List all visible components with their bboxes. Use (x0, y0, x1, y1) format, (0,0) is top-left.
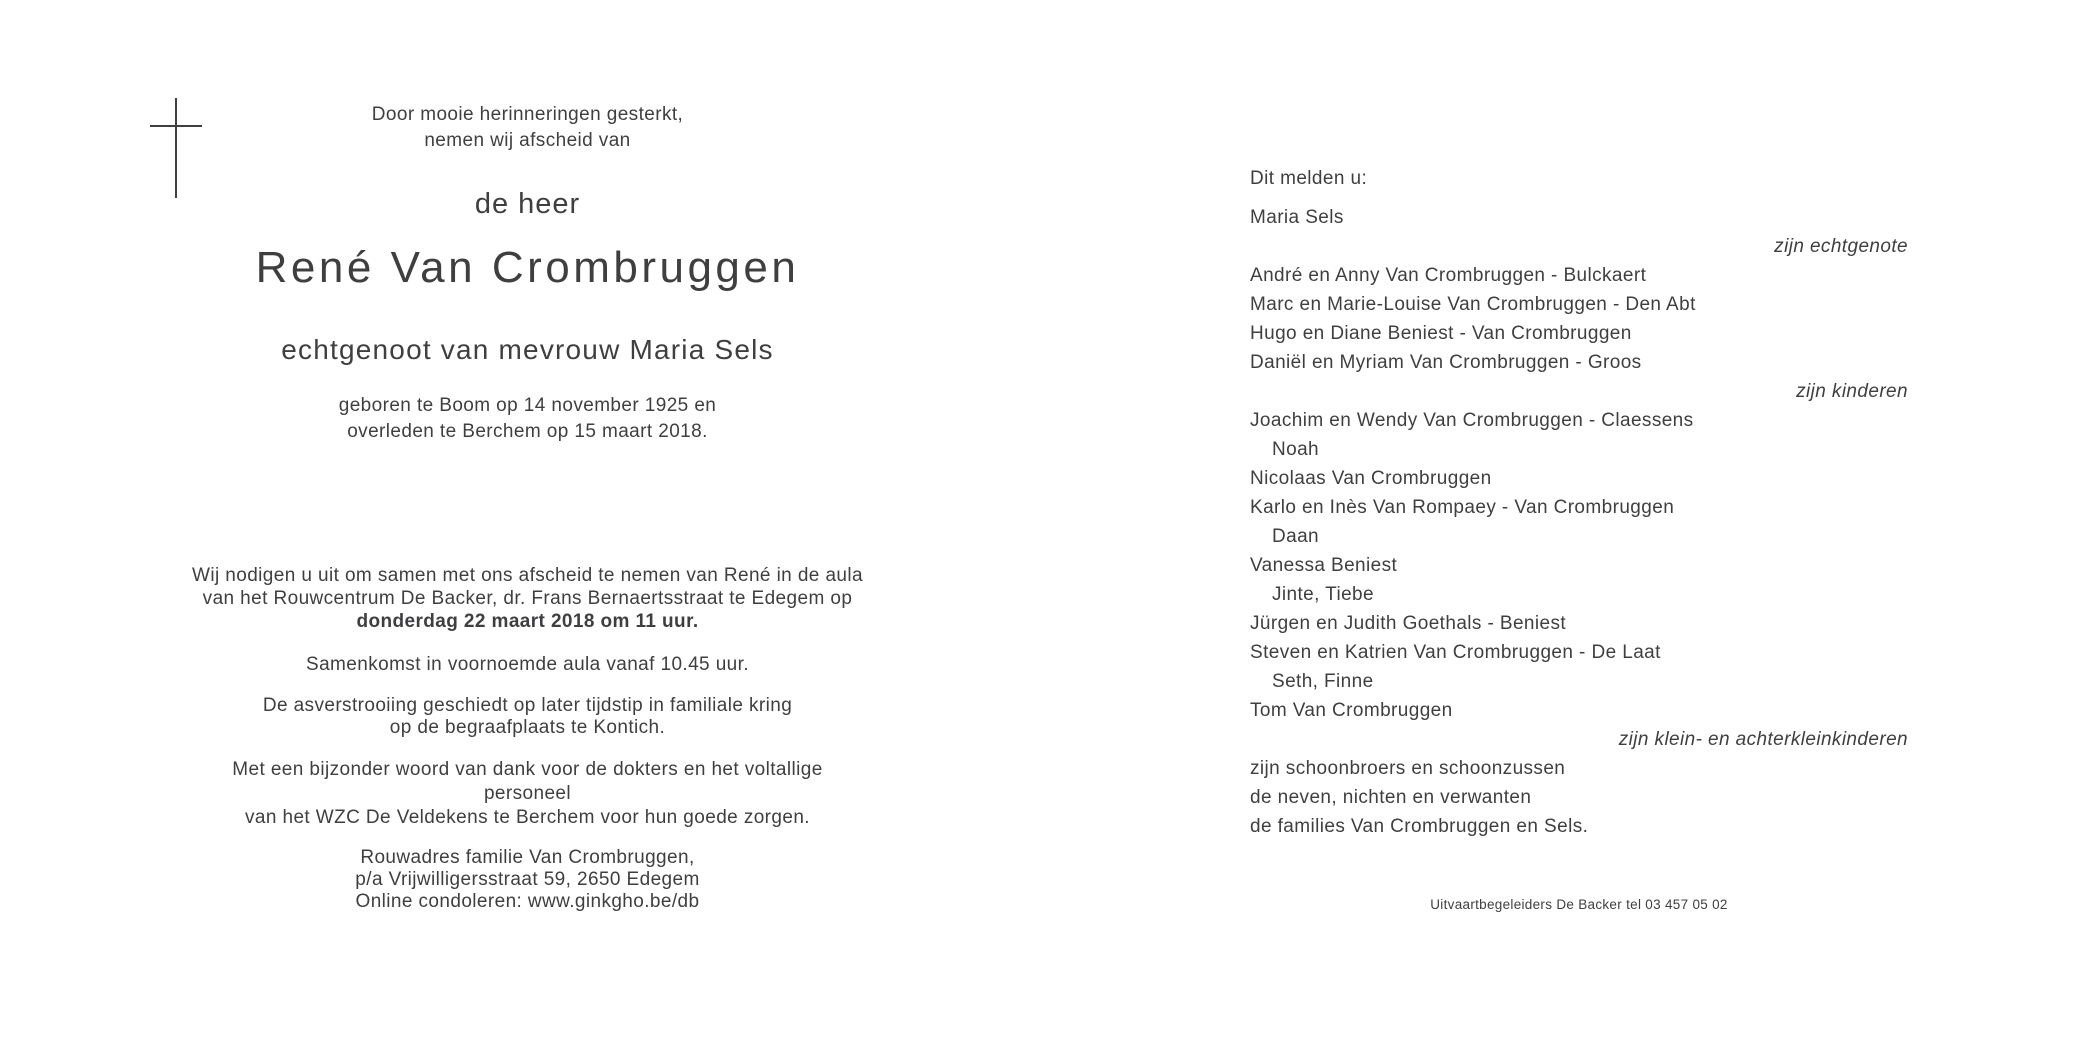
children-role-label: zijn kinderen (1796, 381, 1908, 402)
grandchild-entry: Nicolaas Van Crombruggen (1250, 468, 1492, 489)
invitation-line-2: van het Rouwcentrum De Backer, dr. Frans Bernaertsstraat te Edegem op (202, 588, 853, 609)
invitation-line-1: Wij nodigen u uit om samen met ons afscheid te nemen van René in de aula (192, 565, 863, 586)
great-grandchild-entry: Jinte, Tiebe (1272, 584, 1374, 605)
salutation: de heer (474, 188, 581, 220)
died-line: overleden te Berchem op 15 maart 2018. (347, 421, 708, 442)
gathering-line: Samenkomst in voornoemde aula vanaf 10.45 uur. (306, 654, 749, 675)
closing-line-2: de neven, nichten en verwanten (1250, 787, 1532, 808)
great-grandchild-entry: Daan (1272, 526, 1320, 547)
child-entry: Hugo en Diane Beniest - Van Crombruggen (1250, 323, 1632, 344)
grandchild-entry: Steven en Katrien Van Crombruggen - De Laat (1250, 642, 1661, 663)
spouse-role-label: zijn echtgenote (1774, 236, 1908, 257)
thanks-line-1: Met een bijzonder woord van dank voor de dokters en het voltallige personeel (232, 759, 823, 804)
intro-text (187, 102, 868, 154)
deceased-name: René Van Crombruggen (255, 243, 800, 292)
cross-vertical-bar (175, 98, 177, 198)
ashes-line-2: op de begraafplaats te Kontich. (389, 717, 666, 738)
grandchild-entry: Karlo en Inès Van Rompaey - Van Crombruggen (1250, 497, 1675, 518)
ashes-paragraph (187, 695, 868, 739)
great-grandchild-entry: Seth, Finne (1272, 671, 1374, 692)
child-entry: André en Anny Van Crombruggen - Bulckaert (1250, 265, 1647, 286)
child-entry: Daniël en Myriam Van Crombruggen - Groos (1250, 352, 1642, 373)
grandchild-entry: Jürgen en Judith Goethals - Beniest (1250, 613, 1567, 634)
left-column (187, 0, 868, 1049)
closing-line-3: de families Van Crombruggen en Sels. (1250, 816, 1589, 837)
closing-line-1: zijn schoonbroers en schoonzussen (1250, 758, 1566, 779)
child-entry: Marc en Marie-Louise Van Crombruggen - Den Abt (1250, 294, 1696, 315)
born-line: geboren te Boom op 14 november 1925 en (338, 395, 717, 416)
life-dates (187, 393, 868, 445)
right-column (1250, 164, 1908, 841)
intro-line-1: Door mooie herinneringen gesterkt, (371, 104, 684, 125)
announcement-line: Dit melden u: (1250, 168, 1368, 189)
thanks-paragraph (187, 758, 868, 830)
thanks-line-2: van het WZC De Veldekens te Berchem voor hun goede zorgen. (244, 807, 810, 828)
grandchild-entry: Joachim en Wendy Van Crombruggen - Claessens (1250, 410, 1694, 431)
intro-line-2: nemen wij afscheid van (424, 130, 631, 151)
great-grandchild-entry: Noah (1272, 439, 1320, 460)
mourning-address (187, 847, 868, 913)
invitation-paragraph (187, 564, 868, 633)
relation-line: echtgenoot van mevrouw Maria Sels (281, 334, 774, 365)
mourning-address-line-2: p/a Vrijwilligersstraat 59, 2650 Edegem (355, 869, 700, 890)
invitation-datetime: donderdag 22 maart 2018 om 11 uur. (356, 611, 699, 632)
funeral-director-line: Uitvaartbegeleiders De Backer tel 03 457 05 02 (1430, 897, 1728, 912)
grandchild-entry: Tom Van Crombruggen (1250, 700, 1453, 721)
mourning-address-line-3: Online condoleren: www.ginkgho.be/db (355, 891, 700, 912)
ashes-line-1: De asverstrooiing geschiedt op later tijdstip in familiale kring (262, 695, 793, 716)
grandchildren-role-label: zijn klein- en achterkleinkinderen (1618, 729, 1908, 750)
grandchild-entry: Vanessa Beniest (1250, 555, 1398, 576)
mourning-address-line-1: Rouwadres familie Van Crombruggen, (360, 847, 695, 868)
spouse-name: Maria Sels (1250, 207, 1344, 228)
